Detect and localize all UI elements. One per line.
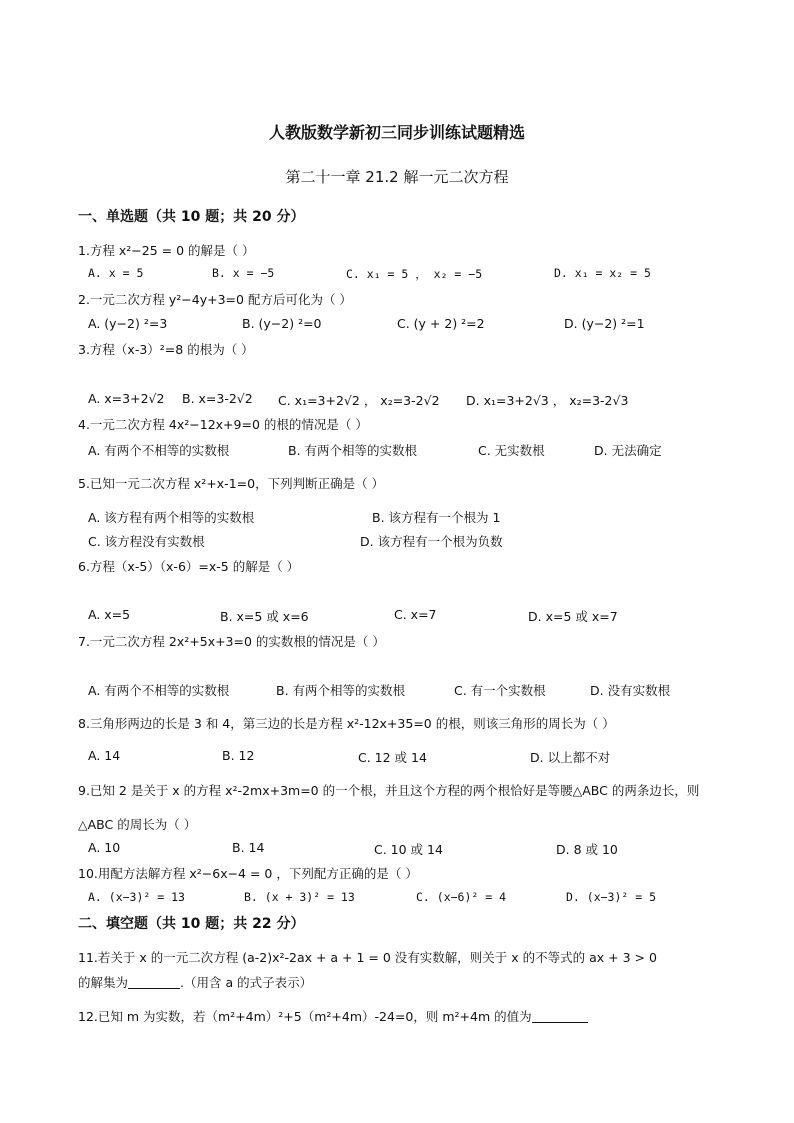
question-9-stem: 9.已知 2 是关于 x 的方程 x²-2mx+3m=0 的一个根，并且这个方程的两个根恰好是等腰△ABC 的两条边长，则 <box>78 783 700 798</box>
question-3-option-a[interactable]: A. x=3+2√2 <box>88 391 165 406</box>
question-9-option-c[interactable]: C. 10 或 14 <box>374 842 443 857</box>
question-5-option-c[interactable]: C. 该方程没有实数根 <box>88 534 205 549</box>
question-11-text-b: .（用含 a 的式子表示） <box>180 975 313 990</box>
question-4-option-b[interactable]: B. 有两个相等的实数根 <box>288 443 418 458</box>
question-8-option-a[interactable]: A. 14 <box>88 748 121 763</box>
answer-blank-12[interactable] <box>532 1010 588 1023</box>
question-3-option-b[interactable]: B. x=3-2√2 <box>182 391 253 406</box>
question-7-option-b[interactable]: B. 有两个相等的实数根 <box>276 683 406 698</box>
question-10-option-d[interactable]: D. (x−3)² = 5 <box>566 890 657 904</box>
question-1-option-b[interactable]: B. x = −5 <box>212 266 275 280</box>
question-11-stem: 11.若关于 x 的一元二次方程 (a-2)x²-2ax + a + 1 = 0 没有实数解，则关于 x 的不等式的 ax + 3 > 0 <box>78 950 657 965</box>
question-8-option-d[interactable]: D. 以上都不对 <box>530 750 611 765</box>
question-1-option-c[interactable]: C. x₁ = 5 ， x₂ = −5 <box>346 267 483 281</box>
question-12-text: 12.已知 m 为实数，若（m²+4m）²+5（m²+4m）-24=0，则 m²+4m 的值为 <box>78 1009 532 1024</box>
question-5-stem: 5.已知一元二次方程 x²+x-1=0，下列判断正确是（ ） <box>78 476 385 491</box>
question-8-option-b[interactable]: B. 12 <box>222 748 255 763</box>
section-heading-single-choice: 一、单选题（共 10 题；共 20 分） <box>78 209 305 225</box>
question-8-stem: 8.三角形两边的长是 3 和 4，第三边的长是方程 x²-12x+35=0 的根，则该三角形的周长为（ ） <box>78 716 615 731</box>
question-9-option-a[interactable]: A. 10 <box>88 840 121 855</box>
question-4-option-d[interactable]: D. 无法确定 <box>594 443 662 458</box>
question-4-stem: 4.一元二次方程 4x²−12x+9=0 的根的情况是（ ） <box>78 417 368 432</box>
question-7-option-d[interactable]: D. 没有实数根 <box>590 683 671 698</box>
question-7-option-c[interactable]: C. 有一个实数根 <box>454 683 546 698</box>
question-6-stem: 6.方程（x-5）（x-6）=x-5 的解是（ ） <box>78 559 300 574</box>
question-10-stem: 10.用配方法解方程 x²−6x−4 = 0 ，下列配方正确的是（ ） <box>78 866 418 881</box>
question-10-option-c[interactable]: C. (x−6)² = 4 <box>416 890 507 904</box>
question-9-stem-continued: △ABC 的周长为（ ） <box>78 817 197 832</box>
question-7-option-a[interactable]: A. 有两个不相等的实数根 <box>88 683 230 698</box>
question-6-option-d[interactable]: D. x=5 或 x=7 <box>528 609 618 624</box>
question-7-stem: 7.一元二次方程 2x²+5x+3=0 的实数根的情况是（ ） <box>78 634 385 649</box>
question-6-option-a[interactable]: A. x=5 <box>88 607 131 622</box>
question-11-text-a: 的解集为 <box>78 975 129 990</box>
question-3-stem: 3.方程（x-3）²=8 的根为（ ） <box>78 342 254 357</box>
question-3-option-d[interactable]: D. x₁=3+2√3 ， x₂=3-2√3 <box>466 393 629 408</box>
question-11-stem-continued <box>78 973 312 991</box>
question-5-option-b[interactable]: B. 该方程有一个根为 1 <box>372 510 501 525</box>
section-heading-fill-blank: 二、填空题（共 10 题；共 22 分） <box>78 916 305 932</box>
question-2-option-a[interactable]: A. (y−2) ²=3 <box>88 316 168 331</box>
question-9-option-d[interactable]: D. 8 或 10 <box>556 842 618 857</box>
question-6-option-b[interactable]: B. x=5 或 x=6 <box>220 609 309 624</box>
question-2-option-b[interactable]: B. (y−2) ²=0 <box>242 316 322 331</box>
question-10-option-b[interactable]: B. (x + 3)² = 13 <box>244 890 355 904</box>
answer-blank-11[interactable] <box>128 976 180 989</box>
question-1-option-a[interactable]: A. x = 5 <box>88 266 144 280</box>
document-title: 人教版数学新初三同步训练试题精选 <box>268 123 525 142</box>
question-5-option-d[interactable]: D. 该方程有一个根为负数 <box>360 534 503 549</box>
question-1-option-d[interactable]: D. x₁ = x₂ = 5 <box>554 266 651 280</box>
question-3-option-c[interactable]: C. x₁=3+2√2 ， x₂=3-2√2 <box>278 393 440 408</box>
question-2-option-d[interactable]: D. (y−2) ²=1 <box>564 316 645 331</box>
question-10-option-a[interactable]: A. (x−3)² = 13 <box>88 890 185 904</box>
question-8-option-c[interactable]: C. 12 或 14 <box>358 750 427 765</box>
question-1-stem: 1.方程 x²−25 = 0 的解是（ ） <box>78 243 255 258</box>
question-2-stem: 2.一元二次方程 y²−4y+3=0 配方后可化为（ ） <box>78 292 352 307</box>
document-subtitle: 第二十一章 21.2 解一元二次方程 <box>285 168 509 186</box>
question-6-option-c[interactable]: C. x=7 <box>394 607 437 622</box>
question-5-option-a[interactable]: A. 该方程有两个相等的实数根 <box>88 510 255 525</box>
question-4-option-c[interactable]: C. 无实数根 <box>478 443 545 458</box>
question-2-option-c[interactable]: C. (y + 2) ²=2 <box>397 316 485 331</box>
question-4-option-a[interactable]: A. 有两个不相等的实数根 <box>88 443 230 458</box>
question-12-stem-line <box>78 1007 588 1025</box>
question-9-option-b[interactable]: B. 14 <box>232 840 265 855</box>
